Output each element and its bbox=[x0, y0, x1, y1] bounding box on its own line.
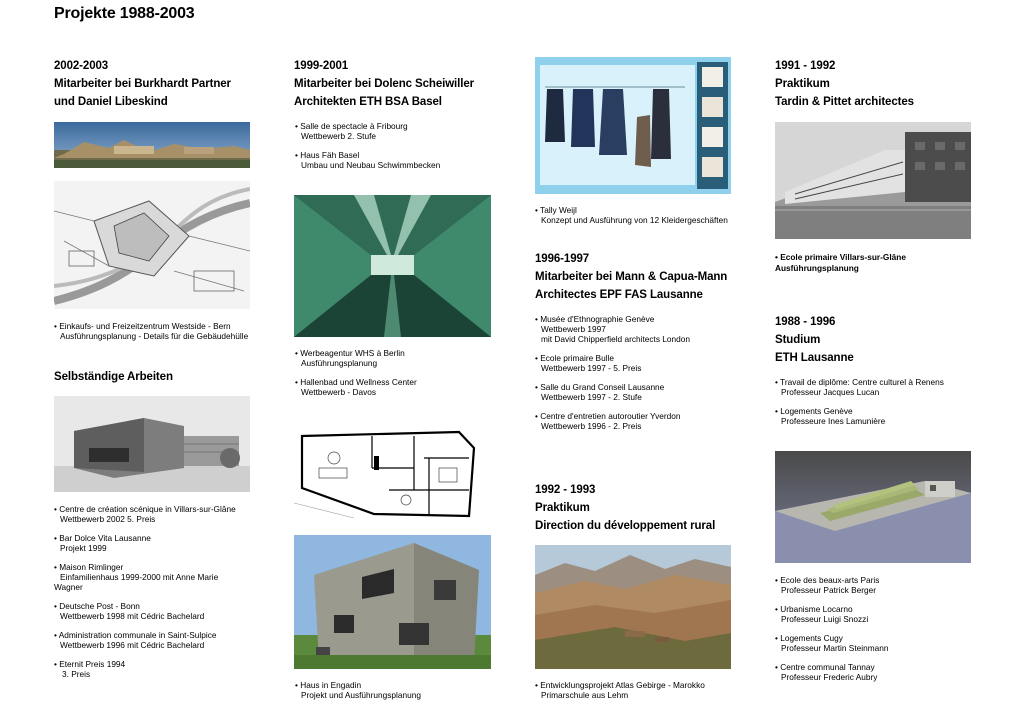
col2-project-detail: Projekt und Ausführungsplanung bbox=[301, 690, 421, 700]
col3-project-title: • Ecole primaire Bulle bbox=[535, 353, 614, 363]
col1-project bbox=[54, 504, 274, 524]
col3-project-detail: Konzept und Ausführung von 12 Kleidergeschäften bbox=[541, 215, 728, 225]
col2-project bbox=[295, 150, 515, 170]
col1-heading-line1: Mitarbeiter bei Burkhardt Partner bbox=[54, 78, 231, 90]
col1-project-title: • Eternit Preis 1994 bbox=[54, 659, 126, 669]
model-photo bbox=[775, 451, 971, 563]
col1-project-detail: 3. Preis bbox=[62, 669, 91, 679]
col1-project-detail: Wettbewerb 1998 mit Cédric Bachelard bbox=[60, 611, 205, 621]
col2-item-engadin bbox=[295, 680, 515, 700]
col2-heading-line2: Architekten ETH BSA Basel bbox=[294, 96, 442, 108]
col1-item-westside-detail: Ausführungsplanung - Details für die Gebäudehülle bbox=[60, 331, 249, 341]
col3-heading2-line1: Mitarbeiter bei Mann & Capua-Mann bbox=[535, 271, 728, 283]
col3-project-detail: Wettbewerb 1997 bbox=[541, 324, 606, 334]
col4-project bbox=[775, 377, 1005, 397]
col4-heading1-line2: Tardin & Pittet architectes bbox=[775, 96, 914, 108]
col4-project bbox=[775, 662, 1005, 682]
col1-project-title: • Bar Dolce Vita Lausanne bbox=[54, 533, 151, 543]
col1-project-detail: Einfamilienhaus 1999-2000 mit Anne Marie bbox=[60, 572, 219, 582]
col3-item-tally bbox=[535, 205, 765, 225]
col4-heading2-line1: Studium bbox=[775, 334, 821, 346]
col2-project-detail: Umbau und Neubau Schwimmbecken bbox=[301, 160, 441, 170]
col3-project-detail: Wettbewerb 1997 - 2. Stufe bbox=[541, 392, 642, 402]
col3-heading2-years: 1996-1997 bbox=[535, 253, 590, 265]
atlas-mountains-photo bbox=[535, 545, 731, 669]
col4-project-detail: Professeur Luigi Snozzi bbox=[781, 614, 869, 624]
col4-heading1-years: 1991 - 1992 bbox=[775, 60, 836, 72]
col2-items-mid bbox=[295, 348, 515, 397]
col2-project-detail: Wettbewerb 2. Stufe bbox=[301, 131, 377, 141]
col3-project-title: • Tally Weijl bbox=[535, 205, 577, 215]
col1-projects-list bbox=[54, 504, 274, 679]
col1-project-title: • Maison Rimlinger bbox=[54, 562, 124, 572]
col1-project-detail: Wettbewerb 2002 5. Preis bbox=[60, 514, 156, 524]
westside-panorama-photo bbox=[54, 122, 250, 168]
col1-project bbox=[54, 562, 274, 592]
col1-project-detail: Projekt 1999 bbox=[60, 543, 107, 553]
col2-project-detail: Ausführungsplanung bbox=[301, 358, 378, 368]
col1-project bbox=[54, 533, 274, 553]
col3-project-detail: mit David Chipperfield architects London bbox=[541, 334, 690, 344]
col3-project bbox=[535, 411, 765, 431]
col4-heading2 bbox=[775, 313, 854, 367]
ecole-villars-photo bbox=[775, 122, 971, 239]
col4-items2 bbox=[775, 377, 1005, 426]
col4-items3 bbox=[775, 575, 1005, 682]
col1-heading-years: 2002-2003 bbox=[54, 60, 109, 72]
col3-project-detail: Wettbewerb 1997 - 5. Preis bbox=[541, 363, 642, 373]
col1-item-westside bbox=[54, 321, 269, 341]
col4-project bbox=[775, 604, 1005, 624]
page-title: Projekte 1988-2003 bbox=[54, 5, 195, 22]
westside-site-plan bbox=[54, 181, 250, 309]
col1-project-title: • Deutsche Post - Bonn bbox=[54, 601, 140, 611]
col3-project bbox=[535, 353, 765, 373]
col4-heading2-years: 1988 - 1996 bbox=[775, 316, 836, 328]
col4-item-ecole bbox=[775, 252, 995, 273]
col2-project-title: • Salle de spectacle à Fribourg bbox=[295, 121, 408, 131]
col4-heading2-line2: ETH Lausanne bbox=[775, 352, 854, 364]
col2-items-top bbox=[295, 121, 515, 170]
col2-heading-years: 1999-2001 bbox=[294, 60, 349, 72]
col2-heading-line1: Mitarbeiter bei Dolenc Scheiwiller bbox=[294, 78, 475, 90]
col2-project-title: • Hallenbad und Wellness Center bbox=[295, 377, 417, 387]
col1-section-heading: Selbständige Arbeiten bbox=[54, 371, 173, 383]
col2-project bbox=[295, 121, 515, 141]
col4-project bbox=[775, 575, 1005, 595]
col1-project-title: • Administration communale in Saint-Sulpice bbox=[54, 630, 217, 640]
col1-item-westside-title: • Einkaufs- und Freizeitzentrum Westside - Bern bbox=[54, 321, 231, 331]
col1-project bbox=[54, 659, 274, 679]
col4-project-detail: Professeur Jacques Lucan bbox=[781, 387, 880, 397]
centre-creation-render bbox=[54, 396, 250, 492]
col3-heading2 bbox=[535, 250, 727, 304]
col2-heading bbox=[294, 57, 474, 111]
col2-project bbox=[295, 348, 515, 368]
col3-heading3-line1: Praktikum bbox=[535, 502, 590, 514]
col3-project bbox=[535, 382, 765, 402]
col3-item-atlas bbox=[535, 680, 765, 700]
col3-project-detail: Wettbewerb 1996 - 2. Preis bbox=[541, 421, 642, 431]
col1-project bbox=[54, 630, 274, 650]
col3-heading3-years: 1992 - 1993 bbox=[535, 484, 596, 496]
col2-project bbox=[295, 377, 515, 397]
col1-project-title: • Centre de création scénique in Villars-sur-Glâne bbox=[54, 504, 236, 514]
col3-heading2-line2: Architectes EPF FAS Lausanne bbox=[535, 289, 703, 301]
col3-heading3-line2: Direction du développement rural bbox=[535, 520, 716, 532]
col1-project-detail: Wagner bbox=[54, 582, 83, 592]
col3-project-detail: Primarschule aus Lehm bbox=[541, 690, 629, 700]
col3-project-title: • Centre d'entretien autoroutier Yverdon bbox=[535, 411, 681, 421]
col4-project-title: • Logements Cugy bbox=[775, 633, 843, 643]
col2-project-title: • Haus Fäh Basel bbox=[295, 150, 360, 160]
col4-project-title: • Logements Genève bbox=[775, 406, 853, 416]
col2-project-title: • Werbeagentur WHS à Berlin bbox=[295, 348, 405, 358]
tally-weijl-shop-photo bbox=[535, 57, 731, 194]
col4-project-title: • Centre communal Tannay bbox=[775, 662, 875, 672]
col1-heading bbox=[54, 57, 231, 111]
house-floor-plan bbox=[294, 428, 491, 520]
col4-project-title: • Urbanisme Locarno bbox=[775, 604, 853, 614]
col4-project-detail: Professeur Frederic Aubry bbox=[781, 672, 878, 682]
col3-project bbox=[535, 314, 765, 344]
col1-project-detail: Wettbewerb 1996 mit Cédric Bachelard bbox=[60, 640, 205, 650]
col2-project-title: • Haus in Engadin bbox=[295, 680, 362, 690]
col4-project-title: • Ecole des beaux-arts Paris bbox=[775, 575, 880, 585]
col4-project-title: • Travail de diplôme: Centre culturel à Renens bbox=[775, 377, 944, 387]
col3-project-title: • Salle du Grand Conseil Lausanne bbox=[535, 382, 665, 392]
col3-heading3 bbox=[535, 481, 715, 535]
col3-project-title: • Musée d'Ethnographie Genève bbox=[535, 314, 655, 324]
col4-project-detail: Professeur Patrick Berger bbox=[781, 585, 876, 595]
col4-heading1 bbox=[775, 57, 914, 111]
corridor-green-photo bbox=[294, 195, 491, 337]
col4-project-detail: Professeure Ines Lamunière bbox=[781, 416, 886, 426]
col2-project-detail: Wettbewerb - Davos bbox=[301, 387, 377, 397]
haus-engadin-photo bbox=[294, 535, 491, 669]
col1-project bbox=[54, 601, 274, 621]
col3-project-title: • Entwicklungsprojekt Atlas Gebirge - Marokko bbox=[535, 680, 705, 690]
col4-heading1-line1: Praktikum bbox=[775, 78, 830, 90]
col4-project-detail: Professeur Martin Steinmann bbox=[781, 643, 889, 653]
col1-heading-line2: und Daniel Libeskind bbox=[54, 96, 168, 108]
col4-project-title: • Ecole primaire Villars-sur-Glâne bbox=[775, 252, 906, 262]
col3-items2 bbox=[535, 314, 765, 431]
col4-project-detail: Ausführungsplanung bbox=[775, 262, 859, 273]
col4-project bbox=[775, 406, 1005, 426]
col4-project bbox=[775, 633, 1005, 653]
